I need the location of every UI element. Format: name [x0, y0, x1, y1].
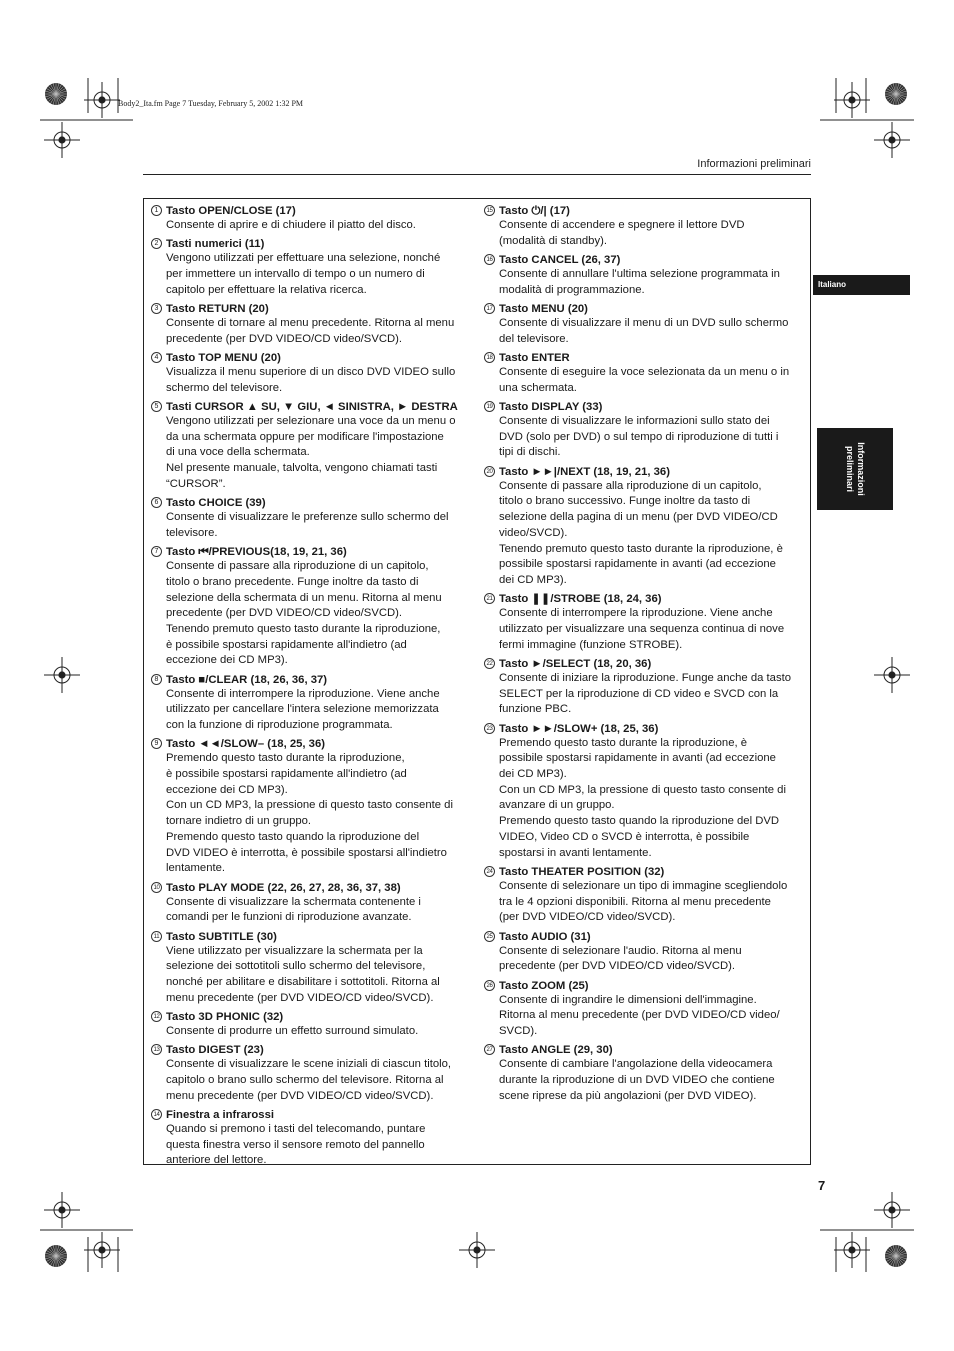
item-title: Tasto RETURN (20): [166, 303, 269, 315]
item-description: Consente di ingrandire le dimensioni dell'immagine. Ritorna al menu precedente (per DVD VIDEO/CD video/ SVCD).: [499, 993, 780, 1037]
item-description: Consente di passare alla riproduzione di un capitolo, titolo o brano successivo. Funge inoltre da tasto di selezione della pagina di un menu (per DVD VIDEO/CD video/SVCD). Tenendo premuto questo tasto durante la riproduzione, è possibile spostarsi rapidamente in avanti (ad eccezione dei CD MP3).: [499, 479, 783, 586]
item-description: Consente di accendere e spegnere il lettore DVD (modalità di standby).: [499, 219, 745, 247]
item-title: Tasto ⏮/PREVIOUS(18, 19, 21, 36): [166, 546, 347, 559]
item-description: Consente di visualizzare il menu di un DVD sullo schermo del televisore.: [499, 317, 789, 345]
right-column: [484, 204, 804, 1108]
section-tab: [817, 428, 893, 510]
item-description: Consente di iniziare la riproduzione. Funge anche da tasto SELECT per la riproduzione di CD video e SVCD con la funzione PBC.: [499, 671, 792, 716]
registration-dot: [58, 671, 65, 678]
list-item: [151, 1043, 471, 1104]
item-number-badge: 20: [484, 466, 495, 477]
item-title: Tasto ◄◄/SLOW– (18, 25, 36): [166, 738, 326, 751]
left-column: [151, 204, 471, 1173]
item-number-badge: 19: [484, 401, 495, 412]
list-item: [484, 253, 804, 298]
item-description: Consente di annullare l'ultima selezione programmata in modalità di programmazione.: [499, 268, 780, 296]
registration-dot: [888, 136, 895, 143]
item-number-badge: 10: [151, 882, 162, 893]
item-title: Tasto PLAY MODE (22, 26, 27, 28, 36, 37, 38): [166, 881, 401, 894]
item-title: Tasti numerici (11): [166, 238, 265, 251]
item-number-badge: 27: [484, 1044, 495, 1055]
item-title: Tasto ►/SELECT (18, 20, 36): [499, 657, 652, 670]
list-item: [484, 865, 804, 926]
registration-dot: [58, 1206, 65, 1213]
item-description: Consente di tornare al menu precedente. Ritorna al menu precedente (per DVD VIDEO/CD video/SVCD).: [166, 317, 455, 345]
item-number-badge: 23: [484, 723, 495, 734]
item-title: Tasto ENTER: [499, 352, 570, 364]
item-number-badge: 25: [484, 931, 495, 942]
list-item: [484, 722, 804, 862]
item-title: Tasto AUDIO (31): [499, 930, 591, 943]
item-description: Consente di visualizzare le scene iniziali di ciascun titolo, capitolo o brano sullo schermo del televisore. Ritorna al menu precedente (per DVD VIDEO/CD video/SVCD).: [166, 1058, 452, 1102]
item-title: Finestra a infrarossi: [166, 1108, 274, 1121]
remote-buttons-legend: [143, 198, 811, 1165]
item-description: Viene utilizzato per visualizzare la schermata per la selezione dei sottotitoli sullo schermo del televisore, nonché per abilitare e disabilitare i sottotitoli. Ritorna al menu precedente (per DVD VIDEO/CD video/SVCD).: [166, 944, 440, 1004]
item-description: Consente di aprire e di chiudere il piatto del disco.: [166, 219, 416, 231]
header-rule: [143, 174, 811, 175]
language-tab: Italiano: [813, 275, 910, 295]
file-info: Body2_Ita.fm Page 7 Tuesday, February 5, 2002 1:32 PM: [118, 99, 304, 108]
item-description: Consente di selezionare un tipo di immagine scegliendolo tra le 4 opzioni disponibili. Ritorna al menu precedente (per DVD VIDEO/CD video/SVCD).: [499, 879, 788, 924]
registration-dot: [98, 1246, 105, 1253]
list-item: [484, 400, 804, 461]
item-title: Tasto ANGLE (29, 30): [499, 1044, 613, 1057]
list-item: [151, 881, 471, 926]
item-title: Tasto OPEN/CLOSE (17): [166, 205, 296, 217]
item-number-badge: 11: [151, 931, 162, 942]
item-number-badge: 3: [151, 303, 162, 314]
list-item: [151, 400, 471, 493]
list-item: [151, 737, 471, 877]
item-description: Consente di visualizzare la schermata contenente i comandi per le funzioni di riproduzione avanzate.: [166, 895, 421, 924]
item-description: Consente di eseguire la voce selezionata da un menu o in una schermata.: [499, 366, 790, 394]
list-item: [484, 1043, 804, 1104]
list-item: [151, 1010, 471, 1040]
item-title: Tasto ❚❚/STROBE (18, 24, 36): [499, 593, 662, 606]
item-number-badge: 8: [151, 674, 162, 685]
registration-dot: [98, 96, 105, 103]
item-description: Consente di interrompere la riproduzione. Viene anche utilizzato per visualizzare una sequenza continua di nove fermi immagine (funzione STROBE).: [499, 607, 785, 651]
item-description: Consente di interrompere la riproduzione. Viene anche utilizzato per cancellare l'intera selezione memorizzata con la funzione di riproduzione programmata.: [166, 687, 440, 732]
registration-dot: [58, 136, 65, 143]
item-number-badge: 7: [151, 546, 162, 557]
item-title: Tasto ►►|/NEXT (18, 19, 21, 36): [499, 465, 670, 478]
item-number-badge: 2: [151, 238, 162, 249]
item-number-badge: 5: [151, 401, 162, 412]
item-number-badge: 22: [484, 658, 495, 669]
list-item: [151, 930, 471, 1007]
list-item: [151, 673, 471, 734]
item-title: Tasto MENU (20): [499, 303, 588, 315]
list-item: [151, 204, 471, 234]
registration-dot: [888, 671, 895, 678]
item-number-badge: 1: [151, 205, 162, 216]
item-number-badge: 12: [151, 1011, 162, 1022]
item-title: Tasto TOP MENU (20): [166, 352, 281, 364]
list-item: [484, 351, 804, 396]
item-number-badge: 13: [151, 1044, 162, 1055]
registration-dot: [848, 96, 855, 103]
item-number-badge: 18: [484, 352, 495, 363]
item-description: Visualizza il menu superiore di un disco DVD VIDEO sullo schermo del televisore.: [166, 366, 456, 394]
registration-dot: [473, 1246, 480, 1253]
item-title: Tasto CHOICE (39): [166, 497, 266, 510]
list-item: [484, 930, 804, 975]
item-description: Consente di passare alla riproduzione di un capitolo, titolo o brano precedente. Funge inoltre da tasto di selezione della schermata di un menu. Ritorna al menu precedente (per DVD VIDEO/CD video/SVCD). Tenendo premuto questo tasto durante la riproduzione, è possibile spostarsi rapidamente all'indietro (ad eccezione dei CD MP3).: [166, 560, 442, 667]
item-description: Consente di visualizzare le informazioni sullo stato dei DVD (solo per DVD) o sul tempo di riproduzione di tutti i tipi di dischi.: [499, 415, 779, 459]
item-number-badge: 15: [484, 205, 495, 216]
item-title: Tasto DIGEST (23): [166, 1044, 264, 1057]
list-item: [151, 1108, 471, 1169]
list-item: [484, 979, 804, 1040]
list-item: [151, 496, 471, 541]
item-title: Tasto SUBTITLE (30): [166, 930, 277, 943]
item-number-badge: 17: [484, 303, 495, 314]
item-number-badge: 4: [151, 352, 162, 363]
item-title: Tasto ►►/SLOW+ (18, 25, 36): [499, 722, 659, 735]
item-description: Vengono utilizzati per selezionare una voce da un menu o da una schermata oppure per modificare l'impostazione di una voce della schermata. Nel presente manuale, talvolta, vengono chiamati tasti “CURSOR”.: [166, 415, 456, 490]
item-title: Tasto THEATER POSITION (32): [499, 865, 665, 878]
item-number-badge: 21: [484, 593, 495, 604]
item-title: Tasto ■/CLEAR (18, 26, 36, 37): [166, 673, 328, 686]
page-number: 7: [818, 1178, 826, 1193]
item-description: Consente di visualizzare le preferenze sullo schermo del televisore.: [166, 511, 449, 539]
list-item: [151, 545, 471, 669]
list-item: [151, 351, 471, 396]
item-number-badge: 16: [484, 254, 495, 265]
item-description: Premendo questo tasto durante la riproduzione, è possibile spostarsi rapidamente all'indietro (ad eccezione dei CD MP3). Con un CD MP3, la pressione di questo tasto consente di tornare indietro di un gruppo. Premendo questo tasto quando la riproduzione del DVD VIDEO è interrotta, è possibile spostarsi all'indietro lentamente.: [166, 752, 453, 875]
list-item: [484, 592, 804, 653]
item-description: Consente di produrre un effetto surround simulato.: [166, 1024, 419, 1037]
item-title: Tasti CURSOR ▲ SU, ▼ GIU, ◄ SINISTRA, ► DESTRA: [166, 401, 458, 413]
list-item: [484, 302, 804, 347]
item-title: Tasto CANCEL (26, 37): [499, 254, 621, 266]
item-description: Consente di selezionare l'audio. Ritorna al menu precedente (per DVD VIDEO/CD video/SVCD).: [499, 944, 742, 973]
list-item: [484, 204, 804, 249]
item-description: Vengono utilizzati per effettuare una selezione, nonché per immettere un intervallo di tempo o un numero di capitolo per effettuare la relativa ricerca.: [166, 252, 441, 296]
item-title: Tasto ⏻/| (17): [499, 205, 570, 217]
item-description: Consente di cambiare l'angolazione della videocamera durante la riproduzione di un DVD VIDEO che contiene scene riprese da più angolazioni (per DVD VIDEO).: [499, 1058, 775, 1102]
list-item: [484, 657, 804, 718]
item-number-badge: 26: [484, 980, 495, 991]
item-number-badge: 9: [151, 738, 162, 749]
item-number-badge: 6: [151, 497, 162, 508]
item-description: Quando si premono i tasti del telecomando, puntare questa finestra verso il sensore remoto del pannello anteriore del lettore.: [166, 1122, 426, 1167]
item-title: Tasto 3D PHONIC (32): [166, 1010, 284, 1023]
section-tab-label: Informazioni preliminari: [845, 442, 866, 496]
item-title: Tasto DISPLAY (33): [499, 401, 603, 413]
registration-dot: [848, 1246, 855, 1253]
item-description: Premendo questo tasto durante la riproduzione, è possibile spostarsi rapidamente in avanti (ad eccezione dei CD MP3). Con un CD MP3, la pressione di questo tasto consente di avanzare di un gruppo. Premendo questo tasto quando la riproduzione del DVD VIDEO, Video CD o SVCD è interrotta, è possibile spostarsi in avanti lentamente.: [499, 736, 786, 859]
item-number-badge: 14: [151, 1109, 162, 1120]
list-item: [484, 465, 804, 589]
list-item: [151, 237, 471, 298]
item-title: Tasto ZOOM (25): [499, 979, 589, 992]
list-item: [151, 302, 471, 347]
item-number-badge: 24: [484, 866, 495, 877]
section-header: Informazioni preliminari: [697, 158, 811, 170]
registration-dot: [888, 1206, 895, 1213]
